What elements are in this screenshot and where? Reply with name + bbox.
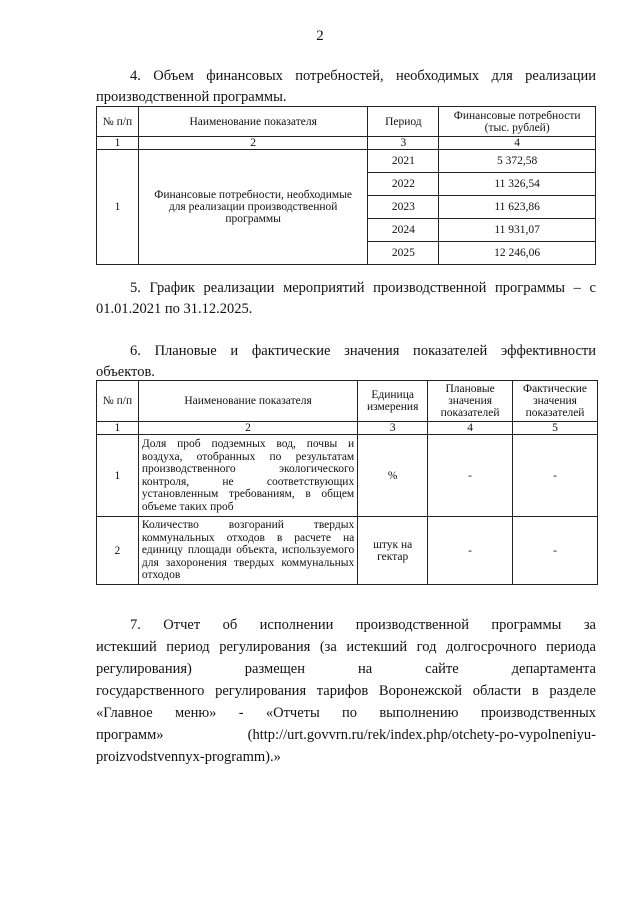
section-7-line-2: истекший период регулирования (за истекший год долгосрочного периода	[96, 639, 596, 655]
header-period: Период	[368, 107, 439, 137]
table-row	[97, 435, 598, 517]
section-5-line-1: 5. График реализации мероприятий производственной программы – с	[130, 280, 596, 296]
section-7-line-3: регулирования) размещен на сайте департамента	[96, 661, 596, 677]
col-number-3: 3	[358, 422, 428, 435]
year-cell: 2024	[368, 219, 439, 242]
col-number-4: 4	[439, 137, 596, 150]
section-4-heading	[96, 66, 596, 108]
section-6-heading	[96, 341, 596, 383]
page-number: 2	[316, 28, 324, 44]
header-financial-needs: Финансовые потребности (тыс. рублей)	[439, 107, 596, 137]
indicator-name: Количество возгораний твердых коммунальных отходов в расчете на единицу площади объекта, используемого для захоронения твердых коммунальных отходов	[138, 517, 357, 585]
unit-cell: штук на гектар	[358, 517, 428, 585]
col-number-1: 1	[97, 422, 139, 435]
header-number: № п/п	[97, 107, 139, 137]
header-indicator: Наименование показателя	[138, 107, 368, 137]
section-5-line-2: 01.01.2021 по 31.12.2025.	[96, 301, 253, 317]
section-5-text	[96, 278, 596, 320]
col-number-2: 2	[138, 422, 357, 435]
section-4-line-2: производственной программы.	[96, 89, 287, 105]
section-7-text	[96, 614, 596, 768]
col-number-2: 2	[138, 137, 368, 150]
row-number: 1	[97, 435, 139, 517]
header-actual: Фактические значения показателей	[513, 381, 598, 422]
col-number-4: 4	[428, 422, 513, 435]
section-6-line-2: объектов.	[96, 364, 155, 380]
value-cell: 12 246,06	[439, 242, 596, 265]
financial-needs-table	[96, 106, 596, 265]
col-number-3: 3	[368, 137, 439, 150]
indicator-name: Финансовые потребности, необходимые для реализации производственной программы	[138, 150, 368, 265]
efficiency-indicators-table	[96, 380, 598, 585]
year-cell: 2022	[368, 173, 439, 196]
section-7-line-1: 7. Отчет об исполнении производственной программы за	[130, 617, 596, 633]
value-cell: 11 931,07	[439, 219, 596, 242]
value-cell: 5 372,58	[439, 150, 596, 173]
section-6-line-1: 6. Плановые и фактические значения показателей эффективности	[130, 343, 596, 359]
section-7-line-4: государственного регулирования тарифов Воронежской области в разделе	[96, 683, 596, 699]
unit-cell: %	[358, 435, 428, 517]
actual-value: -	[513, 435, 598, 517]
header-indicator: Наименование показателя	[138, 381, 357, 422]
row-number: 1	[97, 150, 139, 265]
section-7-line-7: proizvodstvennyx-programm).»	[96, 749, 281, 765]
header-number: № п/п	[97, 381, 139, 422]
col-number-5: 5	[513, 422, 598, 435]
col-number-1: 1	[97, 137, 139, 150]
header-unit: Единица измерения	[358, 381, 428, 422]
indicator-name: Доля проб подземных вод, почвы и воздуха, отобранных по результатам производственного экологического контроля, не соответствующих установленным требованиям, в общем объеме таких проб	[138, 435, 357, 517]
section-4-line-1: 4. Объем финансовых потребностей, необходимых для реализации	[130, 68, 596, 84]
year-cell: 2021	[368, 150, 439, 173]
section-7-line-6: программ» (http://urt.govvrn.ru/rek/index.php/otchety-po-vypolneniyu-	[96, 727, 596, 743]
row-number: 2	[97, 517, 139, 585]
planned-value: -	[428, 435, 513, 517]
year-cell: 2025	[368, 242, 439, 265]
value-cell: 11 326,54	[439, 173, 596, 196]
planned-value: -	[428, 517, 513, 585]
actual-value: -	[513, 517, 598, 585]
header-planned: Плановые значения показателей	[428, 381, 513, 422]
year-cell: 2023	[368, 196, 439, 219]
section-7-line-5: «Главное меню» - «Отчеты по выполнению производственных	[96, 705, 596, 721]
value-cell: 11 623,86	[439, 196, 596, 219]
table-row	[97, 517, 598, 585]
